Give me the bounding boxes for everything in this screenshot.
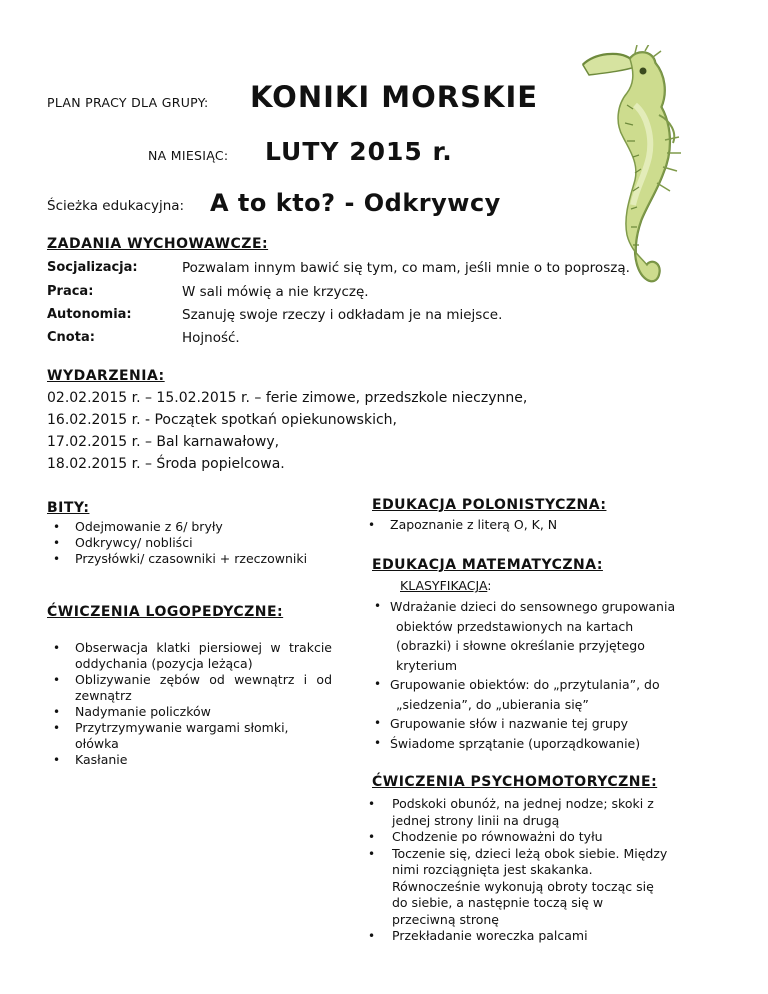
path-value: A to kto? - Odkrywcy	[210, 189, 501, 217]
path-label: Ścieżka edukacyjna:	[47, 198, 185, 214]
task-label-socjalizacja: Socjalizacja:	[47, 260, 138, 275]
list-item: • Kasłanie	[47, 752, 332, 768]
group-name: KONIKI MORSKIE	[250, 80, 539, 114]
list-item: • Przysłówki/ czasowniki + rzeczowniki	[47, 551, 347, 567]
tasks-heading: ZADANIA WYCHOWAWCZE:	[47, 236, 269, 252]
psycho-list	[362, 796, 668, 945]
month-value: LUTY 2015 r.	[265, 137, 453, 166]
math-list	[372, 597, 702, 753]
task-value-cnota: Hojność.	[182, 330, 240, 346]
math-heading: EDUKACJA MATEMATYCZNA:	[372, 557, 603, 573]
event-item: 17.02.2015 r. – Bal karnawałowy,	[47, 434, 280, 450]
math-subheading: KLASYFIKACJA:	[400, 578, 492, 593]
task-value-socjalizacja: Pozwalam innym bawić się tym, co mam, jeśli mnie o to poproszą.	[182, 260, 630, 276]
bity-heading: BITY:	[47, 500, 90, 516]
list-item: • Toczenie się, dzieci leżą obok siebie. Między nimi rozciągnięta jest skakanka. Równocześnie wykonują obroty tocząc się do siebie, a następnie toczą się w przeciwną stronę	[362, 846, 668, 929]
list-item: • Grupowanie obiektów: do „przytulania”, do „siedzenia”, do „ubierania się”	[372, 675, 702, 714]
list-item: • Chodzenie po równoważni do tyłu	[362, 829, 668, 846]
psycho-heading: ĆWICZENIA PSYCHOMOTORYCZNE:	[372, 774, 658, 790]
month-label: NA MIESIĄC:	[148, 148, 229, 163]
event-item: 02.02.2015 r. – 15.02.2015 r. – ferie zimowe, przedszkole nieczynne,	[47, 390, 528, 406]
event-item: 18.02.2015 r. – Środa popielcowa.	[47, 456, 285, 472]
task-value-autonomia: Szanuję swoje rzeczy i odkładam je na miejsce.	[182, 307, 503, 323]
list-item: • Zapoznanie z literą O, K, N	[362, 517, 692, 533]
task-label-cnota: Cnota:	[47, 330, 95, 345]
task-label-praca: Praca:	[47, 284, 94, 299]
list-item: • Oblizywanie zębów od wewnątrz i od zewnątrz	[47, 672, 332, 704]
list-item: • Odkrywcy/ nobliści	[47, 535, 347, 551]
polish-list	[362, 517, 692, 533]
task-label-autonomia: Autonomia:	[47, 307, 132, 322]
bity-list	[47, 519, 347, 567]
list-item: • Przekładanie woreczka palcami	[362, 928, 668, 945]
list-item: • Nadymanie policzków	[47, 704, 332, 720]
list-item: • Odejmowanie z 6/ bryły	[47, 519, 347, 535]
task-value-praca: W sali mówię a nie krzyczę.	[182, 284, 369, 300]
event-item: 16.02.2015 r. - Początek spotkań opiekunowskich,	[47, 412, 397, 428]
events-heading: WYDARZENIA:	[47, 368, 165, 384]
speech-heading: ĆWICZENIA LOGOPEDYCZNE:	[47, 604, 284, 620]
seahorse-icon	[583, 45, 681, 281]
list-item: • Wdrażanie dzieci do sensownego grupowania obiektów przedstawionych na kartach (obrazki) i słowne określanie przyjętego kryterium	[372, 597, 702, 675]
plan-label: PLAN PRACY DLA GRUPY:	[47, 95, 209, 110]
list-item: • Obserwacja klatki piersiowej w trakcie oddychania (pozycja leżąca)	[47, 640, 332, 672]
polish-heading: EDUKACJA POLONISTYCZNA:	[372, 497, 607, 513]
list-item: • Podskoki obunóż, na jednej nodze; skoki z jednej strony linii na drugą	[362, 796, 668, 829]
list-item: • Grupowanie słów i nazwanie tej grupy	[372, 714, 702, 734]
speech-list	[47, 640, 332, 768]
list-item: • Świadome sprzątanie (uporządkowanie)	[372, 734, 702, 754]
list-item: • Przytrzymywanie wargami słomki, ołówka	[47, 720, 332, 752]
